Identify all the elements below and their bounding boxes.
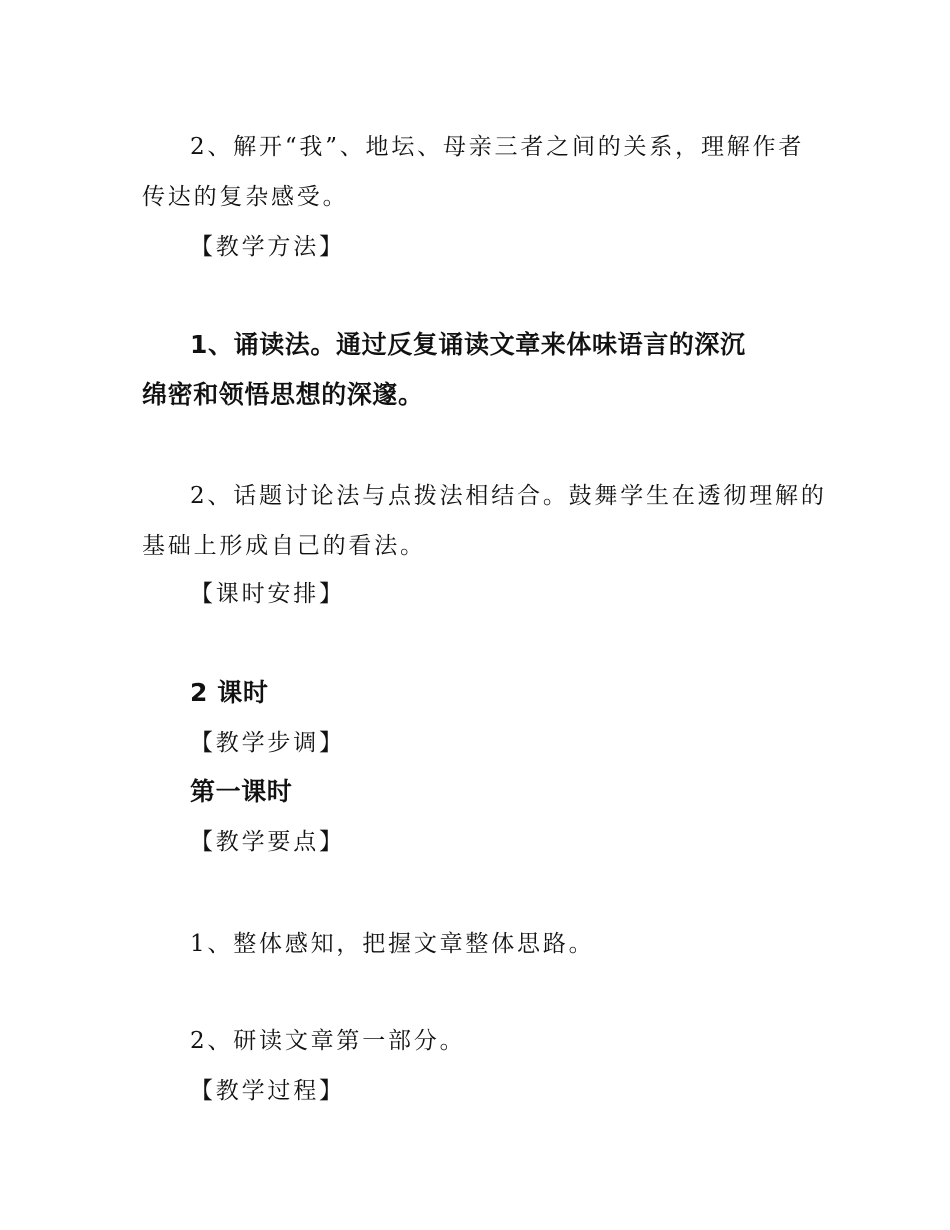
method-2-line-2: 基础上形成自己的看法。: [142, 533, 426, 559]
method-1-line-2: 绵密和领悟思想的深邃。: [142, 380, 424, 409]
schedule-value: 2 课时: [190, 678, 269, 707]
key-point-2: 2、研读文章第一部分。: [190, 1028, 466, 1054]
key-point-1: 1、整体感知，把握文章整体思路。: [190, 931, 595, 957]
heading-teaching-process: 【教学过程】: [190, 1078, 345, 1104]
method-1-line-1: 1、诵读法。通过反复诵读文章来体味语言的深沉: [190, 330, 746, 359]
heading-class-schedule: 【课时安排】: [190, 581, 345, 607]
heading-teaching-methods: 【教学方法】: [190, 234, 345, 260]
heading-teaching-steps: 【教学步调】: [190, 730, 345, 756]
goal-2-line-1: 2、解开“我”、地坛、母亲三者之间的关系，理解作者: [190, 134, 805, 160]
method-2-line-1: 2、话题讨论法与点拨法相结合。鼓舞学生在透彻理解的: [190, 483, 827, 509]
heading-key-points: 【教学要点】: [190, 829, 345, 855]
goal-2-line-2: 传达的复杂感受。: [142, 184, 349, 210]
first-lesson-title: 第一课时: [190, 777, 293, 806]
